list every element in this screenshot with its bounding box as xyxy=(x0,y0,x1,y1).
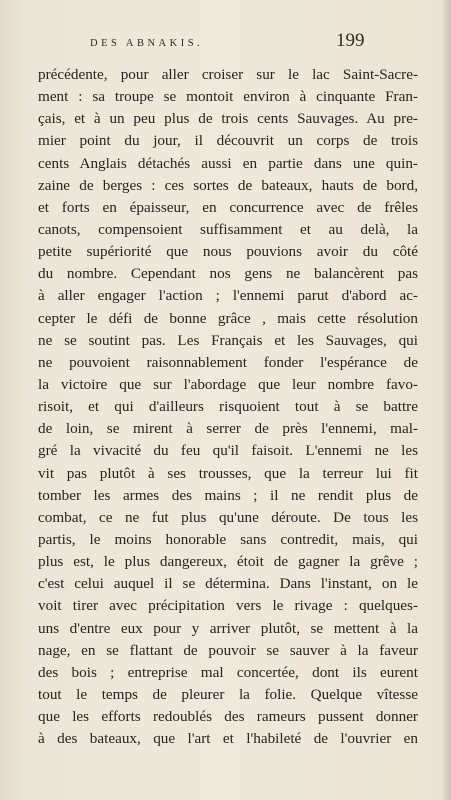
text-line: la victoire que sur l'abordage que leur nombre favo- xyxy=(38,375,418,393)
text-line: voit tirer avec précipitation vers le rivage : quelques- xyxy=(38,597,418,615)
text-line: canots, compensoient suffisamment et au delà, la xyxy=(38,220,418,238)
text-line: ne pouvoient raisonnablement fonder l'espérance de xyxy=(38,353,418,371)
text-line: nage, en se flattant de pouvoir se sauver à la faveur xyxy=(38,641,418,659)
text-line: des bois ; entreprise mal concertée, dont ils eurent xyxy=(38,663,418,681)
text-line: combat, ce ne fut plus qu'une déroute. De tous les xyxy=(38,508,418,526)
page-number: 199 xyxy=(336,30,365,51)
text-line: ne se soutint pas. Les Français et les Sauvages, qui xyxy=(38,331,418,349)
text-line: zaine de berges : ces sortes de bateaux, hauts de bord, xyxy=(38,176,418,194)
text-line: partis, le moins honorable sans contredit, mais, qui xyxy=(38,530,418,548)
text-line: ment : sa troupe se montoit environ à cinquante Fran- xyxy=(38,88,418,106)
text-line: gré la vivacité du feu qu'il faisoit. L'ennemi ne les xyxy=(38,442,418,460)
text-line: à aller engager l'action ; l'ennemi parut d'abord ac- xyxy=(38,287,418,305)
text-line: tout le temps de pleurer la folie. Quelque vîtesse xyxy=(38,685,418,703)
text-line: que les efforts redoublés des rameurs pussent donner xyxy=(38,708,418,726)
text-line: cents Anglais détachés aussi en partie dans une quin- xyxy=(38,154,418,172)
text-line: et forts en épaisseur, en concurrence avec de frêles xyxy=(38,198,418,216)
text-line: plus est, le plus dangereux, étoit de gagner la grêve ; xyxy=(38,553,418,571)
text-line: mier point du jour, il découvrit un corps de trois xyxy=(38,132,418,150)
text-line: petite supériorité que nous pouvions avoir du côté xyxy=(38,243,418,261)
text-line: cepter le défi de bonne grâce , mais cette résolution xyxy=(38,309,418,327)
text-line: précédente, pour aller croiser sur le lac Saint-Sacre- xyxy=(38,66,418,83)
text-line: risoit, et qui d'ailleurs risquoient tout à se battre xyxy=(38,398,418,416)
text-line: vit pas plutôt à ses trousses, que la terreur lui fit xyxy=(38,464,418,482)
page-edge-shadow xyxy=(441,0,451,800)
text-line: tomber les armes des mains ; il ne rendit plus de xyxy=(38,486,418,504)
text-line: çais, et à un peu plus de trois cents Sauvages. Au pre- xyxy=(38,110,418,128)
text-line: c'est celui auquel il se détermina. Dans l'instant, on le xyxy=(38,575,418,593)
text-line: à des bateaux, que l'art et l'habileté de l'ouvrier en xyxy=(38,730,418,748)
text-line: uns d'entre eux pour y arriver plutôt, se mettent à la xyxy=(38,619,418,637)
text-line: du nombre. Cependant nos gens ne balancèrent pas xyxy=(38,265,418,283)
body-text xyxy=(38,64,418,750)
text-line: de loin, se mirent à serrer de près l'ennemi, mal- xyxy=(38,420,418,438)
running-head: DES ABNAKIS. xyxy=(90,38,204,49)
